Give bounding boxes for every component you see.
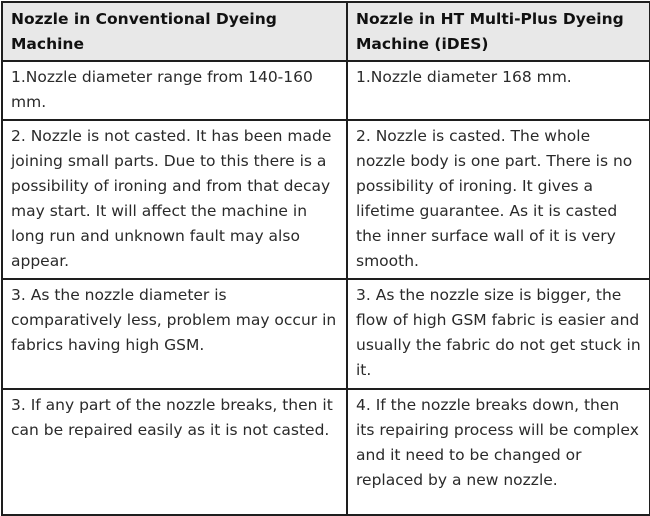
cell-conventional: 3. If any part of the nozzle breaks, then it can be repaired easily as it is not casted. xyxy=(2,389,347,515)
cell-ht-multi-plus: 4. If the nozzle breaks down, then its repairing process will be complex and it need to be changed or replaced by a new nozzle. xyxy=(347,389,650,515)
cell-conventional: 1.Nozzle diameter range from 140-160 mm. xyxy=(2,61,347,120)
table-row xyxy=(2,61,650,120)
cell-ht-multi-plus: 2. Nozzle is casted. The whole nozzle body is one part. There is no possibility of ironing. It gives a lifetime guarantee. As it is casted the inner surface wall of it is very smooth. xyxy=(347,120,650,279)
header-ht-multi-plus: Nozzle in HT Multi-Plus Dyeing Machine (iDES) xyxy=(347,2,650,61)
cell-ht-multi-plus: 1.Nozzle diameter 168 mm. xyxy=(347,61,650,120)
header-row xyxy=(2,2,650,61)
comparison-table xyxy=(1,1,650,516)
cell-ht-multi-plus: 3. As the nozzle size is bigger, the flow of high GSM fabric is easier and usually the fabric do not get stuck in it. xyxy=(347,279,650,389)
cell-conventional: 2. Nozzle is not casted. It has been made joining small parts. Due to this there is a possibility of ironing and from that decay may start. It will affect the machine in long run and unknown fault may also appear. xyxy=(2,120,347,279)
header-conventional: Nozzle in Conventional Dyeing Machine xyxy=(2,2,347,61)
table-row xyxy=(2,120,650,279)
table-row xyxy=(2,279,650,389)
cell-conventional: 3. As the nozzle diameter is comparatively less, problem may occur in fabrics having high GSM. xyxy=(2,279,347,389)
table-row xyxy=(2,389,650,515)
